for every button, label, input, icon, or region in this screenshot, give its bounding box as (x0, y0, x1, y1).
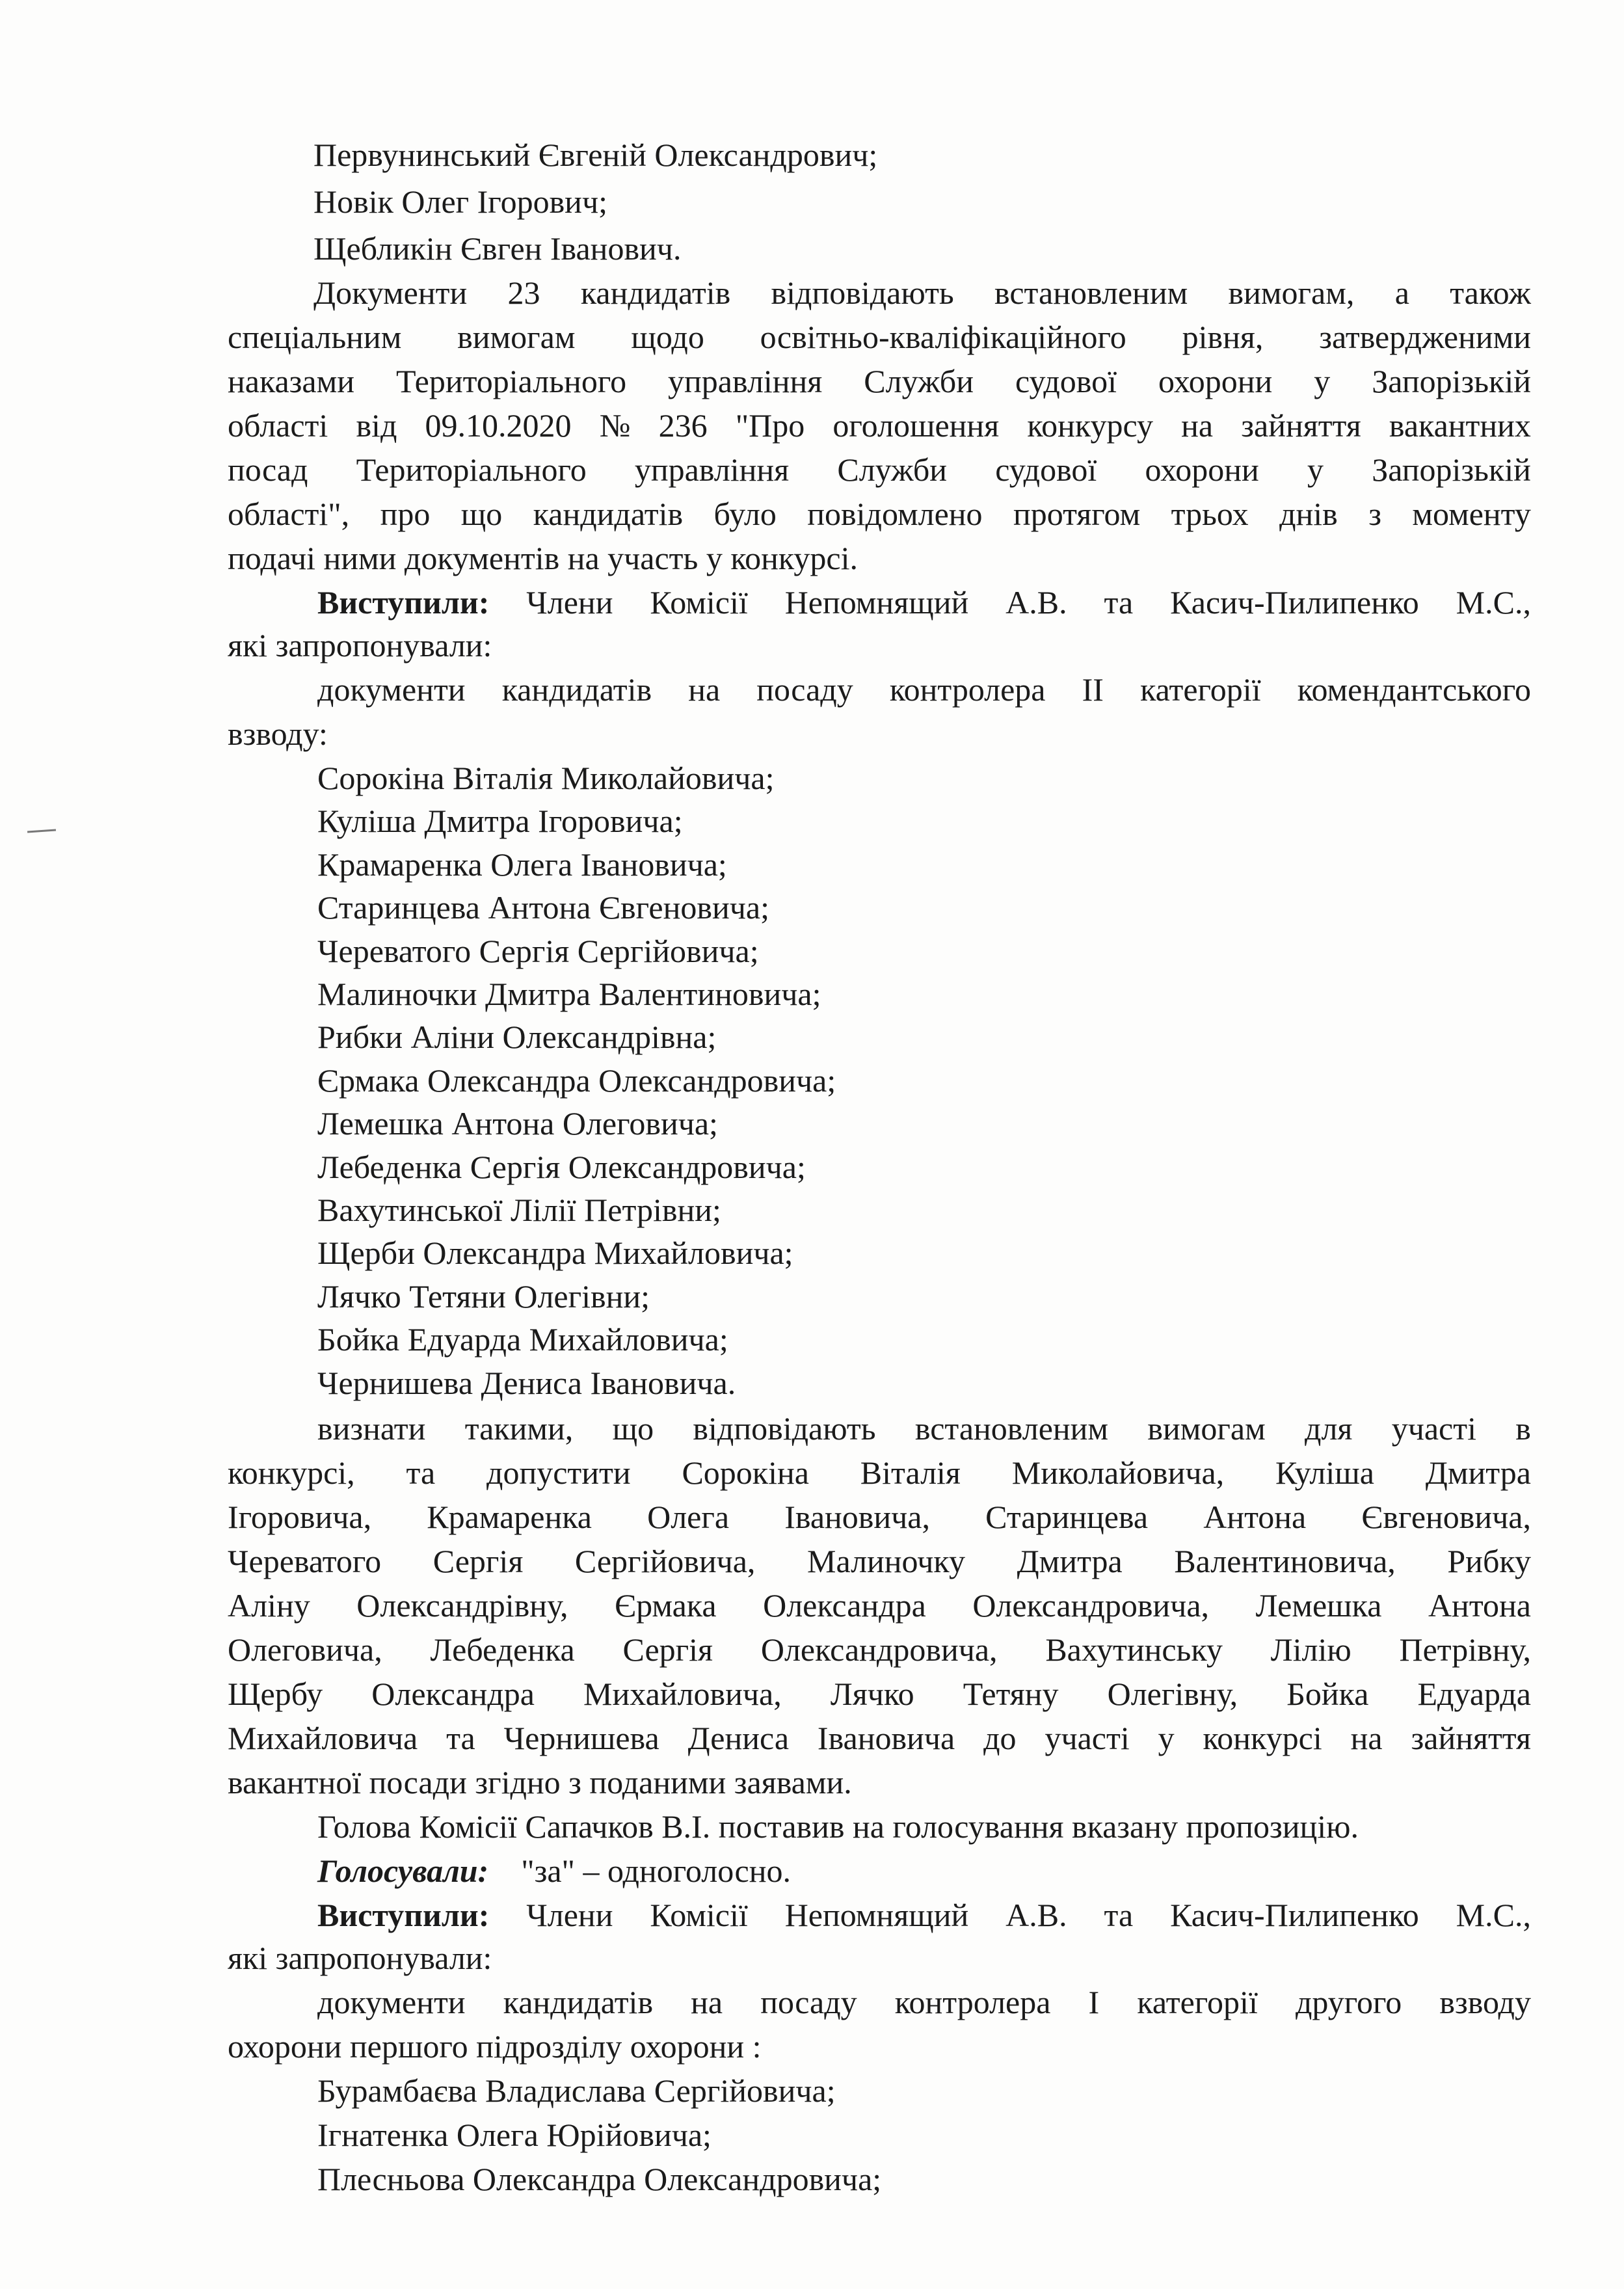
word: Євгеновича, (1361, 1499, 1531, 1535)
name-line: Новік Олег Ігорович; (313, 183, 607, 220)
word: охорони (1158, 363, 1273, 399)
word: ІІ (1082, 671, 1104, 708)
candidate-name: Лячко Тетяни Олегівни; (317, 1278, 650, 1315)
word: освітньо-кваліфікаційного (760, 319, 1126, 355)
candidate-name: Вахутинської Лілії Петрівни; (317, 1192, 721, 1228)
word: конкурсі, (228, 1454, 355, 1491)
word: Едуарда (1417, 1676, 1531, 1712)
candidate-name: Череватого Сергія Сергійовича; (317, 932, 759, 969)
word: Комісії (650, 1897, 748, 1933)
word: конкурсі (1203, 1720, 1322, 1756)
candidate-name: Чернишева Дениса Івановича. (317, 1364, 736, 1401)
word: М.С., (1456, 584, 1531, 621)
word: А.В. (1005, 1897, 1067, 1933)
word: визнати (317, 1410, 426, 1447)
word: на (1181, 407, 1214, 444)
word: Запорізькій (1372, 451, 1531, 488)
word: та (406, 1454, 436, 1491)
paragraph-line (317, 1409, 1531, 1448)
word: від (356, 407, 397, 444)
word: встановленим (994, 274, 1188, 311)
word: документи (317, 1984, 466, 2020)
word: управління (668, 363, 823, 399)
paragraph-line (313, 273, 1531, 312)
word: "Про (735, 407, 805, 444)
paragraph-line: подачі ними документів на участь у конкурсі. (228, 540, 859, 576)
paragraph-line (228, 1453, 1531, 1492)
word: участі (1045, 1720, 1130, 1756)
paragraph-line (317, 1983, 1531, 2022)
word: зайняття (1411, 1720, 1531, 1756)
word: оголошення (832, 407, 1000, 444)
word: для (1305, 1410, 1353, 1447)
vote-line (317, 1851, 791, 1890)
speakers-line (317, 1895, 1531, 1934)
candidate-name: Малиночки Дмитра Валентиновича; (317, 976, 821, 1012)
word: наказами (228, 363, 355, 399)
word: Ігоровича, (228, 1499, 372, 1535)
word: Сергія (433, 1543, 524, 1579)
word: 23 (507, 274, 540, 311)
word: управління (634, 451, 790, 488)
word: категорії (1137, 1984, 1258, 2020)
word: відповідають (771, 274, 954, 311)
paragraph-line: які запропонували: (228, 1940, 492, 1976)
word: Непомнящий (784, 1897, 969, 1933)
scan-mark (25, 826, 61, 835)
candidate-name: Ігнатенка Олега Юрійовича; (317, 2117, 712, 2153)
word: І (1088, 1984, 1100, 2020)
word: Територіального (396, 363, 627, 399)
word: Олеговича, (228, 1631, 382, 1668)
word: М.С., (1456, 1897, 1531, 1933)
word: конкурсу (1027, 407, 1153, 444)
word: Лячко (830, 1676, 914, 1712)
word: Територіального (356, 451, 587, 488)
word: охорони (1145, 451, 1259, 488)
word: Малиночку (807, 1543, 965, 1579)
word: у (1314, 363, 1331, 399)
word: 236 (658, 407, 708, 444)
word: Михайловича, (583, 1676, 782, 1712)
word: кандидатів (533, 496, 684, 532)
candidate-name: Плесньова Олександра Олександровича; (317, 2161, 882, 2197)
word: Непомнящий (784, 584, 969, 621)
word: взводу (1439, 1984, 1531, 2020)
word: участі (1391, 1410, 1476, 1447)
word: Комісії (650, 584, 748, 621)
name-line: Первунинський Євгеній Олександрович; (313, 137, 878, 173)
word: днів (1279, 496, 1338, 532)
word: контролера (889, 671, 1046, 708)
candidate-name: Сорокіна Віталія Миколайовича; (317, 760, 775, 796)
word: Вахутинську (1045, 1631, 1223, 1668)
word: відповідають (693, 1410, 876, 1447)
paragraph-line (228, 317, 1531, 356)
paragraph-line (228, 1497, 1531, 1536)
candidate-name: Куліша Дмитра Ігоровича; (317, 803, 683, 840)
name-line: Щебликін Євген Іванович. (313, 230, 682, 267)
word: до (983, 1720, 1017, 1756)
word: посаду (760, 1984, 857, 2020)
word: Касич-Пилипенко (1170, 584, 1419, 621)
word: Олександра (763, 1587, 926, 1624)
word: Череватого (228, 1543, 382, 1579)
word: другого (1295, 1984, 1402, 2020)
word: кандидатів (501, 671, 652, 708)
word: Олександрівну, (356, 1587, 568, 1624)
word: вимогам (457, 319, 576, 355)
word: у (1158, 1720, 1175, 1756)
word: Члени (526, 1897, 613, 1933)
word: що (460, 496, 503, 532)
paragraph-line (228, 450, 1531, 489)
word: Лемешка (1255, 1587, 1382, 1624)
word: повідомлено (807, 496, 983, 532)
word: Івановича (817, 1720, 955, 1756)
word: Документи (313, 274, 468, 311)
paragraph-line (228, 1719, 1531, 1758)
word: посаду (756, 671, 853, 708)
paragraph-line: які запропонували: (228, 627, 492, 663)
word: Єрмака (615, 1587, 717, 1624)
word: Дениса (687, 1720, 790, 1756)
speakers-label: Виступили: (317, 1897, 490, 1933)
word: що (612, 1410, 654, 1447)
word: кандидатів (503, 1984, 654, 2020)
paragraph-line: взводу: (228, 716, 328, 752)
paragraph-line (228, 362, 1531, 401)
word: Крамаренка (427, 1499, 592, 1535)
word: вимогам, (1228, 274, 1355, 311)
word: Сергійовича, (574, 1543, 756, 1579)
candidate-name: Рибки Аліни Олександрівна; (317, 1019, 717, 1056)
paragraph-line (228, 1630, 1531, 1669)
paragraph-line (228, 1674, 1531, 1713)
word: на (1350, 1720, 1383, 1756)
word: Дмитра (1425, 1454, 1531, 1491)
vote-label: Голосували: (317, 1853, 489, 1889)
word: Аліну (228, 1587, 310, 1624)
candidate-name: Крамаренка Олега Івановича; (317, 846, 727, 883)
word: такими, (464, 1410, 574, 1447)
word: Служби (837, 451, 948, 488)
word: трьох (1171, 496, 1249, 532)
paragraph-line (228, 494, 1531, 533)
word: Олександра (371, 1676, 535, 1712)
word: області", (228, 496, 350, 532)
word: спеціальним (228, 319, 402, 355)
candidate-name: Бурамбаєва Владислава Сергійовича; (317, 2072, 836, 2109)
speakers-label: Виступили: (317, 584, 490, 621)
word: Антона (1203, 1499, 1307, 1535)
word: та (1104, 584, 1134, 621)
paragraph-line (228, 406, 1531, 445)
word: категорії (1140, 671, 1261, 708)
word: на (691, 1984, 723, 2020)
word: документи (317, 671, 466, 708)
paragraph-line (228, 1542, 1531, 1581)
word: та (1104, 1897, 1134, 1933)
word: вимогам (1147, 1410, 1266, 1447)
word: Запорізькій (1372, 363, 1531, 399)
word: Олександровича, (760, 1631, 998, 1668)
word: Тетяну (963, 1676, 1059, 1712)
word: протягом (1013, 496, 1141, 532)
candidate-name: Єрмака Олександра Олександровича; (317, 1062, 836, 1099)
word: на (688, 671, 721, 708)
word: Старинцева (985, 1499, 1149, 1535)
word: в (1515, 1410, 1531, 1447)
paragraph-line: вакантної посади згідно з поданими заявами. (228, 1764, 852, 1800)
vote-result: "за" – одноголосно. (521, 1853, 791, 1889)
word: Валентиновича, (1174, 1543, 1396, 1579)
word: кандидатів (580, 274, 731, 311)
word: Миколайовича, (1011, 1454, 1225, 1491)
word: Куліша (1275, 1454, 1374, 1491)
speakers-line (317, 583, 1531, 622)
word: та (446, 1720, 475, 1756)
word: посад (228, 451, 308, 488)
word: з (1368, 496, 1381, 532)
word: встановленим (914, 1410, 1109, 1447)
word: А.В. (1005, 584, 1067, 621)
word: Касич-Пилипенко (1170, 1897, 1419, 1933)
word: області (228, 407, 328, 444)
word: Служби (864, 363, 974, 399)
word: Петрівну, (1399, 1631, 1531, 1668)
word: також (1450, 274, 1531, 311)
word: Щербу (228, 1676, 323, 1712)
word: у (1307, 451, 1324, 488)
word: Члени (526, 584, 613, 621)
word: Івановича, (784, 1499, 930, 1535)
word: Лілію (1270, 1631, 1351, 1668)
word: Лебеденка (430, 1631, 575, 1668)
word: комендантського (1297, 671, 1531, 708)
word: затвердженими (1319, 319, 1531, 355)
candidate-name: Бойка Едуарда Михайловича; (317, 1321, 728, 1358)
candidate-name: Щерби Олександра Михайловича; (317, 1235, 793, 1272)
word: судової (1015, 363, 1117, 399)
word: вакантних (1389, 407, 1531, 444)
paragraph-line (317, 670, 1531, 709)
word: контролера (894, 1984, 1051, 2020)
word: Чернишева (503, 1720, 659, 1756)
word: зайняття (1241, 407, 1361, 444)
word: Антона (1428, 1587, 1531, 1624)
word: № (599, 407, 631, 444)
word: щодо (631, 319, 704, 355)
word: допустити (486, 1454, 631, 1491)
word: судової (995, 451, 1097, 488)
word: рівня, (1182, 319, 1264, 355)
word: Сорокіна (682, 1454, 809, 1491)
word: а (1394, 274, 1409, 311)
paragraph-line: охорони першого підрозділу охорони : (228, 2028, 762, 2065)
candidate-name: Лемешка Антона Олеговича; (317, 1105, 718, 1142)
word: моменту (1412, 496, 1531, 532)
word: про (380, 496, 431, 532)
chair-line: Голова Комісії Сапачков В.І. поставив на голосування вказану пропозицію. (317, 1808, 1359, 1845)
word: Дмитра (1017, 1543, 1123, 1579)
word: Михайловича (228, 1720, 418, 1756)
candidate-name: Старинцева Антона Євгеновича; (317, 889, 769, 926)
candidate-name: Лебеденка Сергія Олександровича; (317, 1148, 806, 1185)
word: Рибку (1447, 1543, 1531, 1579)
word: Олега (647, 1499, 730, 1535)
word: було (713, 496, 777, 532)
word: Сергія (622, 1631, 713, 1668)
word: Олегівну, (1107, 1676, 1238, 1712)
word: 09.10.2020 (425, 407, 572, 444)
word: Олександровича, (972, 1587, 1210, 1624)
word: Бойка (1286, 1676, 1369, 1712)
paragraph-line (228, 1586, 1531, 1625)
word: Віталія (860, 1454, 961, 1491)
